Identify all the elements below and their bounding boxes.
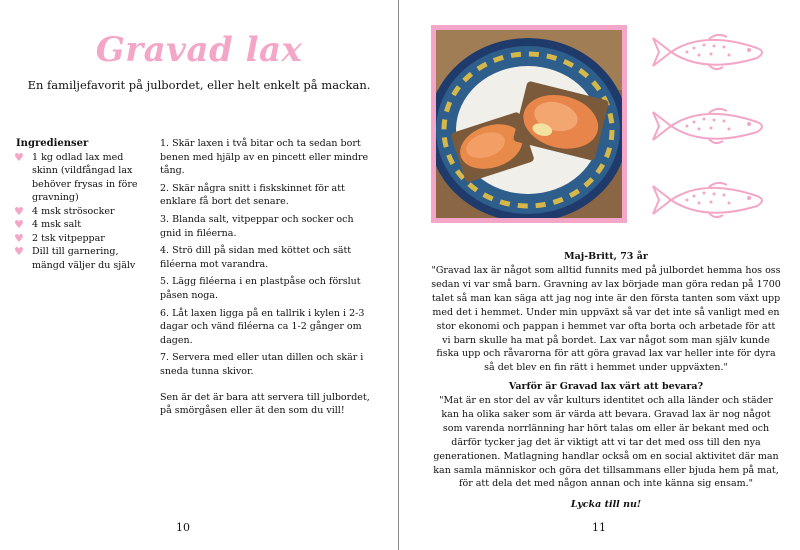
heart-bullet-icon: ♥: [14, 204, 24, 218]
heart-bullet-icon: ♥: [14, 218, 24, 231]
step-item: 1. Skär laxen i två bitar och ta sedan bort benen med hjälp av en pincett eller mindre tång.: [160, 138, 369, 177]
ingredient-item: [14, 205, 144, 219]
page-number-left: 10: [176, 521, 190, 534]
answer-quote: "Mat är en stor del av vår kulturs identitet och alla länder och städer kan ha olika saker som är värda att bevara. Gravad lax är nog något som varenda norrlänning har hört talas om eller är bekant med och därför tycker jag det är viktigt att vi tar det med oss till den nya generationen. Matlagning handlar också om en social aktivitet där man kan samla människor och göra det tillsammans eller bjuda hem på mat, för att dela det med någon annan och inte känna sig ensam.": [433, 395, 779, 490]
ingredient-item: [14, 218, 144, 232]
ingredients-section: [14, 137, 144, 272]
step-item: 2. Skär några snitt i fiskskinnet för att enklare få bort det senare.: [160, 182, 345, 208]
author-name: Maj-Britt, 73 år: [564, 251, 648, 262]
recipe-subtitle: En familjefavorit på julbordet, eller helt enkelt på mackan.: [27, 78, 371, 92]
step-item: 3. Blanda salt, vitpeppar och socker och gnid in filéerna.: [160, 213, 354, 239]
ingredients-heading: Ingredienser: [16, 138, 89, 149]
right-page: [399, 0, 800, 550]
steps-section: [160, 137, 372, 422]
ingredient-text: 2 tsk vitpeppar: [32, 232, 105, 244]
heart-bullet-icon: ♥: [14, 150, 24, 164]
plate-illustration: [436, 30, 622, 218]
ingredient-text: 4 msk salt: [32, 219, 82, 230]
fish-decoration: [649, 28, 779, 250]
ingredient-text: 1 kg odlad lax med skinn (vildfångad lax behöver frysas in före gravning): [32, 151, 138, 203]
page-number-right: 11: [592, 521, 606, 534]
recipe-title: Gravad lax: [95, 30, 303, 70]
fish-icon: [649, 176, 774, 224]
fish-icon: [649, 102, 774, 150]
photo-frame: [431, 25, 627, 223]
signoff-text: Lycka till nu!: [570, 499, 642, 510]
fish-icon: [649, 28, 774, 76]
ingredient-item: [14, 232, 144, 246]
ingredient-item: [14, 245, 144, 272]
closing-text: Sen är det är bara att servera till julbordet, på smörgåsen eller ät den som du vill!: [160, 391, 370, 417]
heart-bullet-icon: ♥: [14, 245, 24, 258]
step-item: 5. Lägg filéerna i en plastpåse och förslut påsen noga.: [160, 276, 361, 301]
ingredient-text: 4 msk strösocker: [32, 205, 115, 217]
gravad-lax-photo: [436, 30, 622, 218]
step-item: 6. Låt laxen ligga på en tallrik i kylen i 2-3 dagar och vänd filéerna ca 1-2 gånger om dagen.: [160, 307, 365, 346]
ingredients-list: [14, 151, 144, 273]
left-page: [0, 0, 399, 550]
step-item: 7. Servera med eller utan dillen och skär i sneda tunna skivor.: [160, 352, 364, 377]
step-item: 4. Strö dill på sidan med köttet och sätt filéerna mot varandra.: [160, 245, 352, 270]
author-quote: "Gravad lax är något som alltid funnits med på julbordet hemma hos oss sedan vi var små barn. Gravning av lax började man göra redan på 1700 talet så man kan säga att jag nog inte är den första tanten som växt upp med det i hemmet. Under min uppväxt så var det inte så vanligt med en stor ekonomi och pappan i hemmet var ofta borta och arbetade för att vi barn skulle ha mat på bordet. Lax var något som man själv kunde fiska upp och råvarorna för att göra gravad lax var heller inte för dyra så det blev en fin rätt i hemmet under uppväxten.": [431, 265, 781, 374]
ingredient-text: Dill till garnering, mängd väljer du själv: [32, 246, 136, 271]
heart-bullet-icon: ♥: [14, 231, 24, 245]
question-heading: Varför är Gravad lax värt att bevara?: [508, 381, 704, 392]
ingredient-item: [14, 151, 144, 205]
